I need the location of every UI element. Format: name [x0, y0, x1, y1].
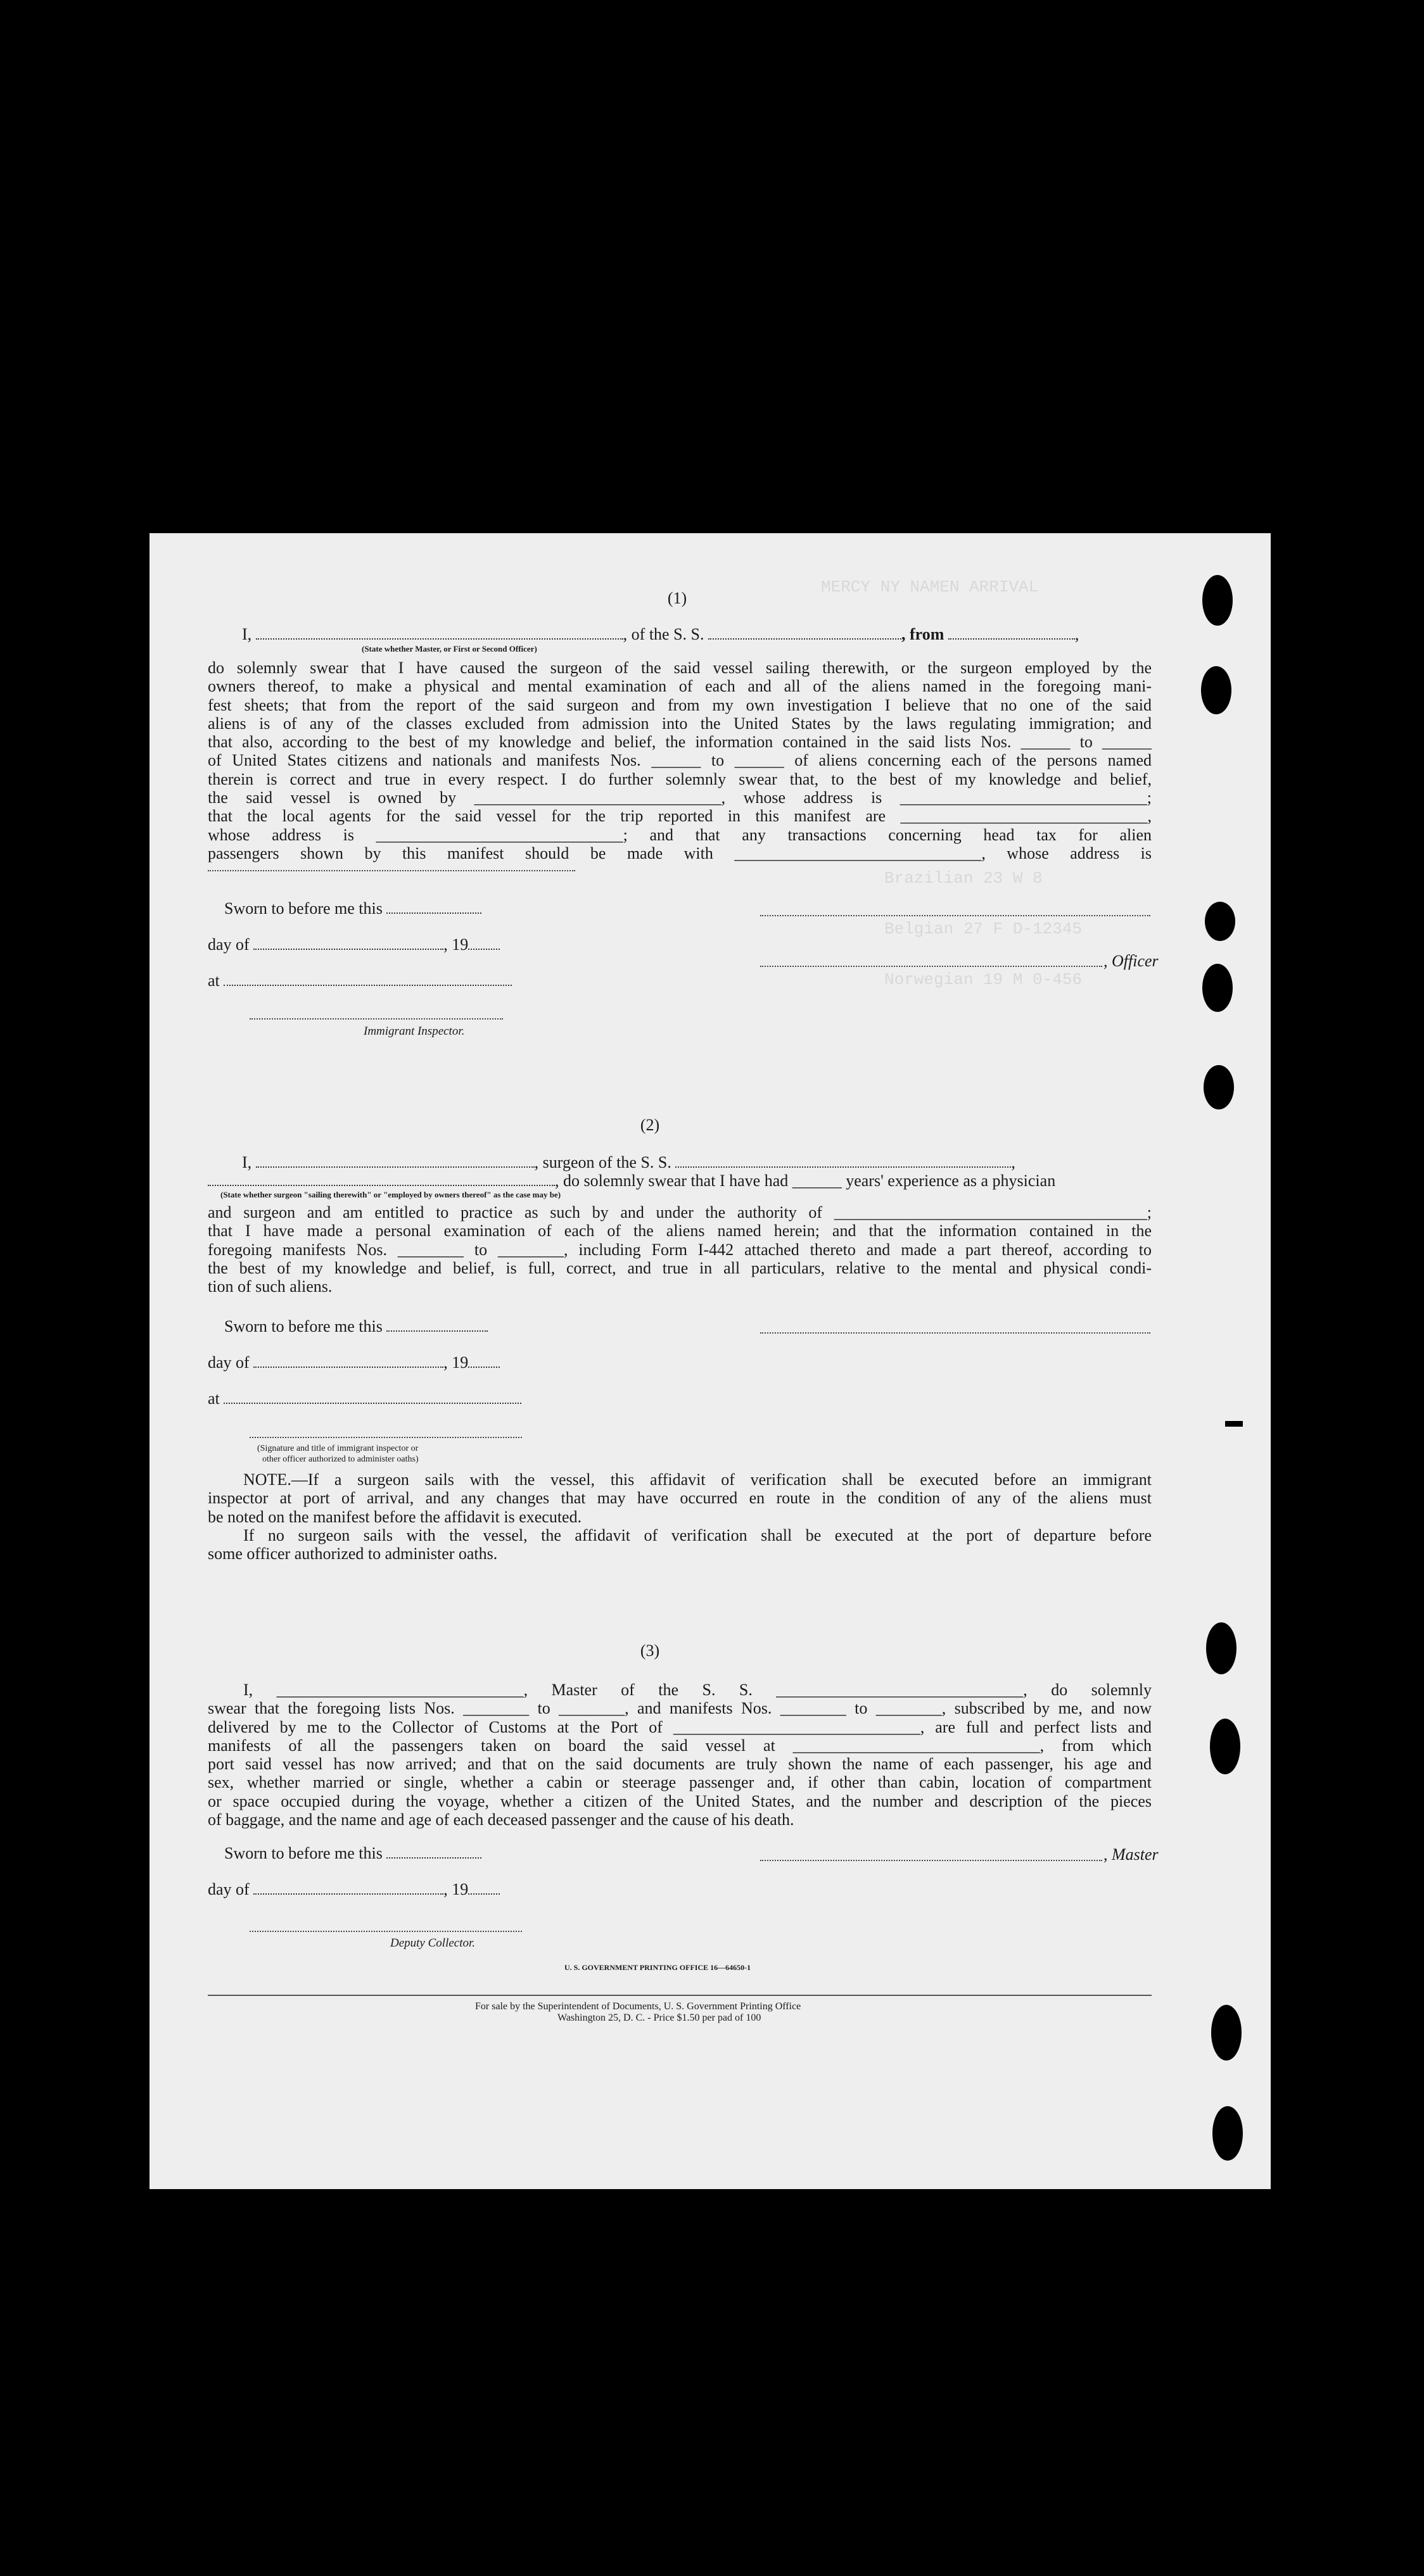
name-blank[interactable] [256, 638, 623, 640]
from-label: , from [901, 625, 944, 643]
section-2-number: (2) [640, 1116, 660, 1134]
year-label: , 19 [443, 935, 469, 954]
port-from-blank[interactable] [948, 638, 1075, 640]
section-2-opening-line: I, , surgeon of the S. S. , [242, 1153, 1015, 1171]
day-of-line [208, 1353, 500, 1372]
experience-text: , do solemnly swear that I have had ______ years' experience as a physician [555, 1171, 1056, 1190]
printing-office-line: U. S. GOVERNMENT PRINTING OFFICE 16—64650-1 [564, 1963, 751, 1972]
vessel-name-blank[interactable] [708, 638, 901, 640]
immigrant-inspector-label: Immigrant Inspector. [364, 1025, 465, 1038]
document-page [149, 533, 1271, 2189]
officer-label: , Officer [1103, 952, 1159, 970]
sworn-line [224, 899, 481, 918]
pronoun-i: I, [242, 1153, 252, 1171]
surgeon-status-blank[interactable] [208, 1185, 555, 1186]
section-2-caption: (State whether surgeon "sailing therewith" or "employed by owners thereof" as the case may be) [220, 1190, 561, 1199]
bleed-through-text: Norwegian 19 M 0-456 [884, 970, 1083, 989]
body-line: manifests of all the passengers taken on board the said vessel at ______________________________, from which [208, 1736, 1152, 1755]
section-1-body [208, 659, 1152, 862]
body-line: fest sheets; that from the report of the said surgeon and from my own investigation I believe that no one of the said [208, 695, 1152, 714]
body-line: port said vessel has now arrived; and that on the said documents are truly shown the name of each passenger, his age and [208, 1755, 1152, 1774]
vessel-name-blank[interactable] [675, 1166, 1011, 1168]
body-line: therein is correct and true in every respect. I do further solemnly swear that, to the best of my knowledge and belief, [208, 769, 1152, 788]
officer-signature-line-1[interactable] [760, 915, 1150, 916]
year-blank[interactable] [468, 949, 500, 950]
signature-caption-line-1: (Signature and title of immigrant inspector or [257, 1444, 419, 1453]
body-line: delivered by me to the Collector of Customs at the Port of ______________________________, are full and perfect lists and [208, 1717, 1152, 1736]
inspector-signature-line[interactable] [250, 1018, 503, 1020]
at-line [208, 971, 512, 990]
sworn-line [224, 1844, 481, 1862]
section-2-body [208, 1203, 1152, 1296]
body-line: foregoing manifests Nos. ________ to ________, including Form I-442 attached thereto and made a part thereof, according to [208, 1240, 1152, 1259]
officer-signature-line[interactable] [250, 1437, 522, 1438]
day-of-label: day of [208, 1880, 250, 1898]
address-continuation-line[interactable] [208, 870, 575, 871]
deputy-collector-label: Deputy Collector. [390, 1936, 476, 1950]
officer-signature-line-2[interactable] [760, 966, 1102, 967]
deputy-collector-signature-line[interactable] [250, 1931, 522, 1932]
binder-hole [1202, 575, 1233, 626]
surgeon-of-ss-label: , surgeon of the S. S. [534, 1153, 671, 1171]
surgeon-name-blank[interactable] [256, 1166, 535, 1168]
sworn-label: Sworn to before me this [224, 1317, 383, 1335]
year-blank[interactable] [468, 1893, 500, 1895]
day-of-label: day of [208, 935, 250, 954]
section-2-second-line [208, 1171, 1055, 1190]
body-line: of United States citizens and nationals and manifests Nos. ______ to ______ of aliens concerning each of the persons named [208, 751, 1152, 770]
body-line: that also, according to the best of my knowledge and belief, the information contained in the said lists Nos. ______ to ______ [208, 733, 1152, 752]
binder-hole [1211, 2005, 1242, 2061]
note-paragraph [208, 1470, 1152, 1563]
at-line [208, 1389, 521, 1408]
sale-notice-line-2: Washington 25, D. C. - Price $1.50 per pad of 100 [557, 2012, 761, 2023]
note-line: some officer authorized to administer oaths. [208, 1544, 498, 1563]
body-line: the best of my knowledge and belief, is full, correct, and true in all particulars, relative to the mental and physical condi- [208, 1258, 1152, 1277]
bleed-through-text: Belgian 27 F D-12345 [884, 919, 1083, 938]
note-line: inspector at port of arrival, and any changes that may have occurred en route in the condition of any of the aliens must [208, 1489, 1152, 1508]
section-3-body [208, 1681, 1152, 1829]
section-1-caption: (State whether Master, or First or Second Officer) [362, 644, 537, 653]
day-of-line [208, 1880, 500, 1898]
section-1-number: (1) [667, 589, 687, 607]
of-the-ss-label: , of the S. S. [623, 625, 704, 643]
body-line: do solemnly swear that I have caused the surgeon of the said vessel sailing therewith, or the surgeon employed by the [208, 659, 1152, 677]
at-place-blank[interactable] [224, 985, 512, 986]
body-line: aliens is of any of the classes excluded from admission into the United States by the laws regulating immigration; and [208, 714, 1152, 733]
sworn-label: Sworn to before me this [224, 899, 383, 918]
sworn-label: Sworn to before me this [224, 1844, 383, 1862]
body-line: passengers shown by this manifest should be made with ______________________________, whose address is [208, 843, 1152, 862]
at-label: at [208, 971, 220, 990]
body-line: whose address is ______________________________; and that any transactions concerning head tax for alien [208, 825, 1152, 844]
binder-hole [1201, 666, 1231, 714]
body-line: and surgeon and am entitled to practice as such by and under the authority of ______________________________________; [208, 1203, 1152, 1222]
binder-hole [1202, 964, 1233, 1012]
month-blank[interactable] [253, 1367, 443, 1368]
month-blank[interactable] [253, 1893, 443, 1895]
binder-hole [1210, 1719, 1240, 1774]
edge-mark [1225, 1421, 1243, 1427]
day-of-line [208, 935, 500, 954]
note-line: If no surgeon sails with the vessel, the affidavit of verification shall be executed at the port of departure before [243, 1525, 1152, 1544]
binder-hole [1204, 1065, 1234, 1109]
body-line: or space occupied during the voyage, whether a citizen of the United States, and the number and description of the pieces [208, 1791, 1152, 1810]
body-line: of baggage, and the name and age of each deceased passenger and the cause of his death. [208, 1810, 794, 1829]
section-1-opening-line: I, , of the S. S. , from , [242, 625, 1079, 643]
year-label: , 19 [443, 1353, 469, 1372]
sworn-day-blank[interactable] [386, 1857, 481, 1859]
master-label: , Master [1103, 1845, 1159, 1864]
section-3-number: (3) [640, 1641, 660, 1660]
body-line: that the local agents for the said vessel for the trip reported in this manifest are ______________________________, [208, 807, 1152, 826]
note-line: be noted on the manifest before the affidavit is executed. [208, 1507, 582, 1526]
binder-hole [1205, 902, 1235, 941]
bleed-through-text: MERCY NY NAMEN ARRIVAL [821, 578, 1039, 597]
signature-caption-line-2: other officer authorized to administer oaths) [262, 1455, 419, 1464]
binder-hole [1212, 2106, 1243, 2161]
body-line: the said vessel is owned by ______________________________, whose address is ______________________________; [208, 788, 1152, 807]
body-line: I, ______________________________, Master of the S. S. ______________________________, do solemnly [243, 1681, 1152, 1699]
at-label: at [208, 1389, 220, 1408]
sworn-line [224, 1317, 488, 1335]
surgeon-signature-line[interactable] [760, 1332, 1150, 1334]
sale-notice-line-1: For sale by the Superintendent of Documents, U. S. Government Printing Office [475, 2001, 801, 2012]
body-line: owners thereof, to make a physical and mental examination of each and all of the aliens named in the foregoing mani- [208, 677, 1152, 696]
sworn-day-blank[interactable] [386, 912, 481, 914]
body-line: swear that the foregoing lists Nos. ________ to ________, and manifests Nos. ________ to ________, subscribed by me, and now [208, 1699, 1152, 1718]
day-of-label: day of [208, 1353, 250, 1372]
footer-rule [208, 1995, 1152, 1996]
month-blank[interactable] [253, 949, 443, 950]
bleed-through-text: Brazilian 23 W 8 [884, 869, 1043, 888]
body-line: that I have made a personal examination of each of the aliens named herein; and that the information contained in the [208, 1222, 1152, 1241]
note-line: NOTE.—If a surgeon sails with the vessel, this affidavit of verification shall be executed before an immigrant [243, 1470, 1152, 1489]
binder-hole [1206, 1622, 1236, 1674]
at-place-blank[interactable] [224, 1403, 521, 1404]
master-signature-line[interactable] [760, 1860, 1102, 1861]
pronoun-i: I, [242, 625, 252, 643]
sworn-day-blank[interactable] [386, 1330, 488, 1332]
body-line: sex, whether married or single, whether a cabin or steerage passenger and, if other than cabin, location of compartment [208, 1773, 1152, 1792]
year-blank[interactable] [468, 1367, 500, 1368]
body-line: tion of such aliens. [208, 1277, 333, 1296]
year-label: , 19 [443, 1880, 469, 1898]
